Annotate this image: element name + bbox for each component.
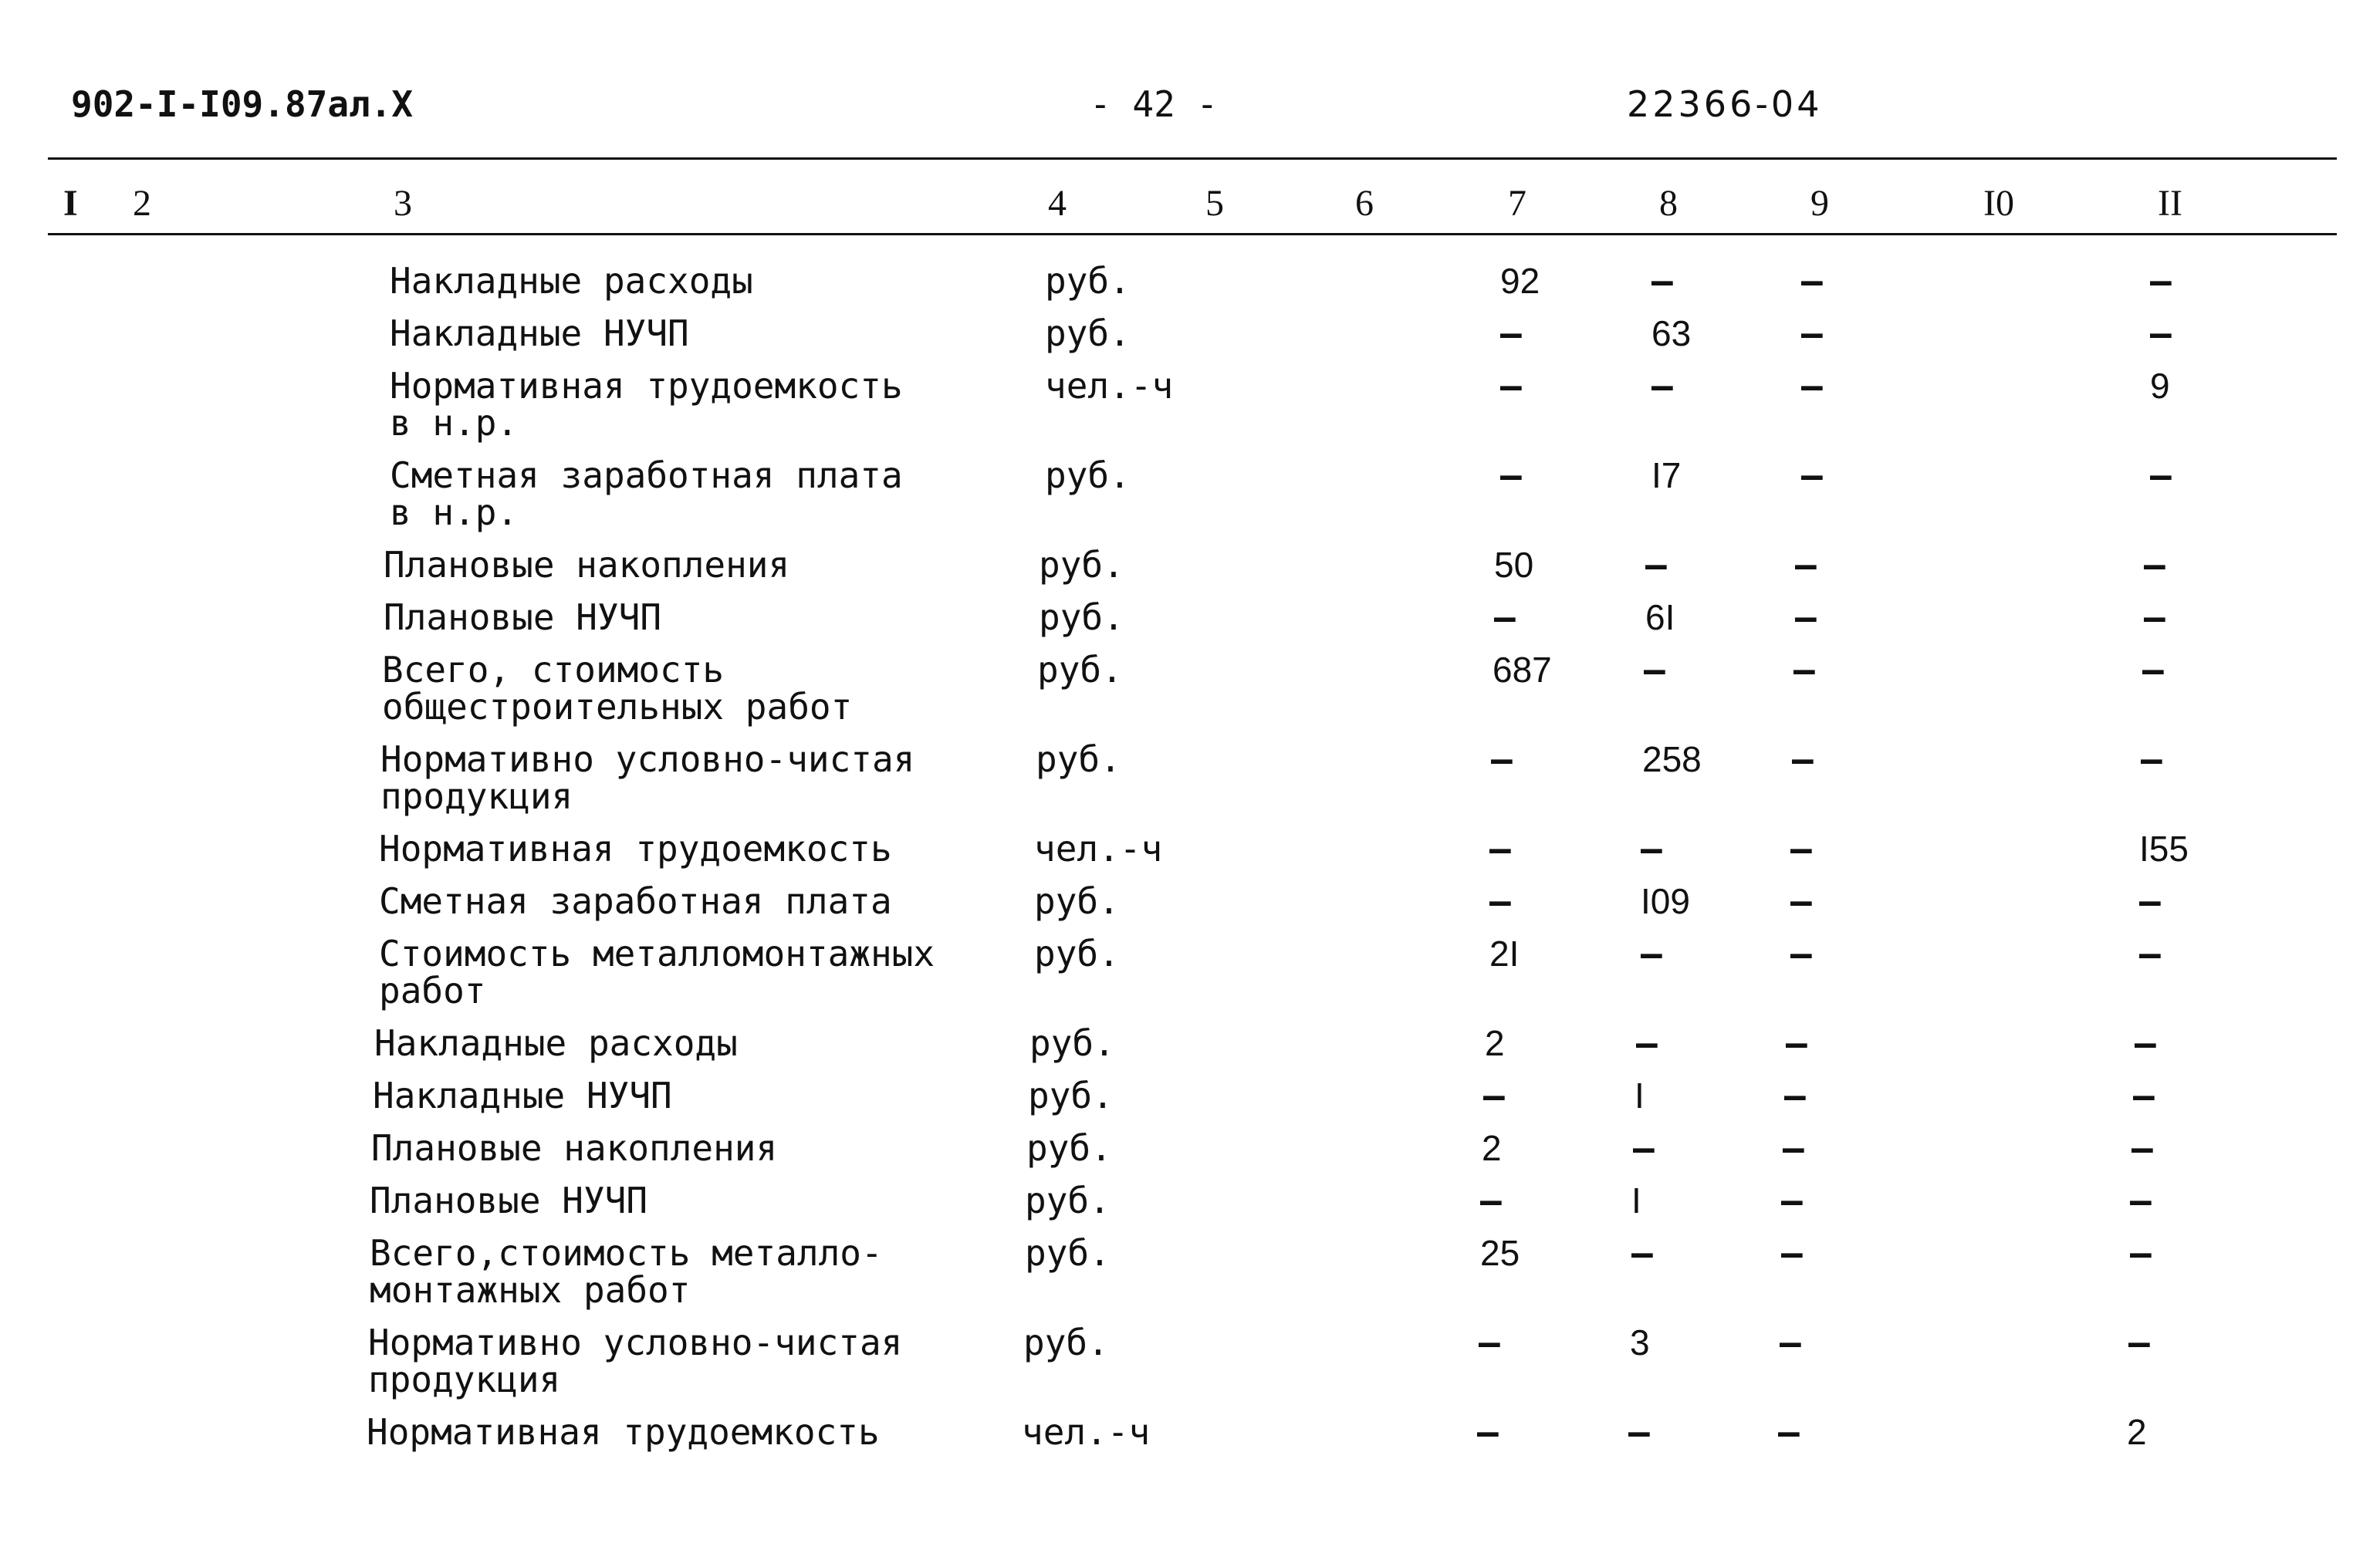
col7-value: 25 [1480, 1233, 1520, 1273]
sheet-code: 22366-04 [1627, 83, 1823, 125]
col11-value: 9 [2150, 366, 2170, 406]
column-header-10: I0 [1983, 183, 2014, 224]
column-header-6: 6 [1355, 183, 1374, 224]
item-name: Нормативно условно-чистая продукция [368, 1322, 903, 1400]
document-code: 902-I-I09.87ал.X [71, 83, 414, 125]
item-name: Плановые накопления [371, 1127, 778, 1169]
col9-value: – [1790, 933, 1812, 974]
item-name: Плановые накопления [384, 544, 790, 586]
unit-cell: руб. [1034, 933, 1120, 974]
col8-value: – [1628, 1411, 1650, 1453]
item-name: Накладные НУЧП [390, 312, 689, 354]
col9-value: – [1778, 1411, 1800, 1453]
unit-cell: руб. [1025, 1180, 1111, 1221]
item-name: Сметная заработная плата в н.р. [390, 454, 903, 533]
unit-cell: руб. [1028, 1075, 1114, 1116]
item-name: Сметная заработная плата [379, 880, 892, 922]
col9-value: – [1793, 649, 1815, 691]
item-name: Всего, стоимость общестроительных работ [382, 649, 853, 728]
unit-cell: руб. [1023, 1322, 1109, 1363]
col11-value: – [2133, 1075, 2155, 1116]
col11-value: – [2150, 312, 2172, 354]
col7-value: – [1500, 312, 1522, 354]
item-name: Накладные НУЧП [373, 1075, 672, 1116]
col9-value: – [1795, 544, 1817, 586]
col8-value: – [1641, 828, 1662, 870]
col9-value: – [1781, 1180, 1803, 1221]
col7-value: – [1500, 454, 1522, 496]
col8-value: I [1635, 1076, 1645, 1116]
unit-cell: руб. [1039, 544, 1124, 586]
column-header-9: 9 [1810, 183, 1829, 224]
item-name: Накладные расходы [374, 1022, 738, 1064]
col7-value: 2 [1482, 1128, 1502, 1168]
column-header-5: 5 [1205, 183, 1224, 224]
item-name: Нормативная трудоемкость [367, 1411, 880, 1453]
col7-value: – [1480, 1180, 1502, 1221]
unit-cell: руб. [1025, 1232, 1111, 1274]
col11-value: I55 [2139, 829, 2189, 869]
column-header-3: 3 [394, 183, 412, 224]
item-name: Нормативная трудоемкость [379, 828, 892, 870]
unit-cell: руб. [1037, 649, 1123, 691]
col7-value: – [1494, 596, 1516, 638]
col7-value: – [1500, 365, 1522, 407]
col11-value: – [2141, 738, 2162, 780]
col11-value: – [2132, 1127, 2153, 1169]
unit-cell: чел.-ч [1022, 1411, 1151, 1453]
col8-value: – [1645, 544, 1667, 586]
unit-cell: руб. [1045, 454, 1131, 496]
column-header-11: II [2158, 183, 2182, 224]
col8-value: I09 [1641, 881, 1690, 921]
item-name: Стоимость металломонтажных работ [379, 933, 935, 1011]
col9-value: – [1801, 260, 1823, 302]
col7-value: 50 [1494, 545, 1534, 585]
col8-value: – [1641, 933, 1662, 974]
col8-value: – [1644, 649, 1665, 691]
col7-value: 92 [1500, 261, 1540, 301]
unit-cell: чел.-ч [1034, 828, 1163, 870]
col8-value: 3 [1630, 1322, 1650, 1363]
col8-value: I [1631, 1180, 1641, 1221]
unit-cell: руб. [1034, 880, 1120, 922]
col11-value: 2 [2127, 1412, 2147, 1452]
col11-value: – [2130, 1180, 2152, 1221]
col9-value: – [1792, 738, 1814, 780]
col11-value: – [2150, 260, 2172, 302]
col8-value: – [1633, 1127, 1655, 1169]
col7-value: 2 [1485, 1023, 1505, 1063]
col9-value: – [1783, 1127, 1804, 1169]
column-header-2: 2 [133, 183, 151, 224]
col11-value: – [2144, 544, 2165, 586]
col9-value: – [1790, 880, 1812, 922]
col11-value: – [2150, 454, 2172, 496]
unit-cell: руб. [1026, 1127, 1112, 1169]
col9-value: – [1781, 1232, 1803, 1274]
col7-value: – [1489, 828, 1511, 870]
col8-value: – [1651, 260, 1673, 302]
col9-value: – [1780, 1322, 1801, 1363]
item-name: Всего,стоимость металло- монтажных работ [370, 1232, 883, 1311]
item-name: Накладные расходы [390, 260, 753, 302]
item-name: Нормативная трудоемкость в н.р. [390, 365, 903, 444]
col11-value: – [2139, 880, 2161, 922]
col7-value: – [1477, 1411, 1499, 1453]
col7-value: – [1489, 880, 1511, 922]
item-name: Плановые НУЧП [370, 1180, 648, 1221]
unit-cell: руб. [1029, 1022, 1115, 1064]
col9-value: – [1801, 312, 1823, 354]
unit-cell: руб. [1045, 260, 1131, 302]
col11-value: – [2135, 1022, 2156, 1064]
col8-value: 6I [1645, 597, 1675, 637]
col9-value: – [1795, 596, 1817, 638]
col8-value: 258 [1642, 739, 1702, 779]
unit-cell: руб. [1036, 738, 1121, 780]
header-top-rule [48, 157, 2337, 160]
col7-value: 2I [1489, 934, 1520, 974]
col7-value: – [1491, 738, 1513, 780]
col8-value: – [1651, 365, 1673, 407]
col9-value: – [1790, 828, 1812, 870]
col7-value: – [1479, 1322, 1500, 1363]
col8-value: 63 [1651, 313, 1692, 353]
col9-value: – [1784, 1075, 1806, 1116]
col8-value: – [1636, 1022, 1658, 1064]
col9-value: – [1801, 454, 1823, 496]
unit-cell: чел.-ч [1045, 365, 1174, 407]
col9-value: – [1786, 1022, 1807, 1064]
col11-value: – [2139, 933, 2161, 974]
col11-value: – [2128, 1322, 2150, 1363]
column-header-1: I [63, 183, 78, 224]
header-bottom-rule [48, 233, 2337, 235]
page-number: - 42 - [1090, 83, 1219, 125]
unit-cell: руб. [1039, 596, 1124, 638]
col11-value: – [2144, 596, 2165, 638]
col11-value: – [2142, 649, 2164, 691]
col11-value: – [2130, 1232, 2152, 1274]
col8-value: – [1631, 1232, 1653, 1274]
col9-value: – [1801, 365, 1823, 407]
item-name: Плановые НУЧП [384, 596, 662, 638]
col7-value: – [1483, 1075, 1505, 1116]
item-name: Нормативно условно-чистая продукция [380, 738, 915, 817]
col8-value: I7 [1651, 455, 1682, 495]
column-header-7: 7 [1508, 183, 1526, 224]
unit-cell: руб. [1045, 312, 1131, 354]
column-header-8: 8 [1659, 183, 1678, 224]
col7-value: 687 [1493, 650, 1552, 690]
column-header-4: 4 [1048, 183, 1067, 224]
